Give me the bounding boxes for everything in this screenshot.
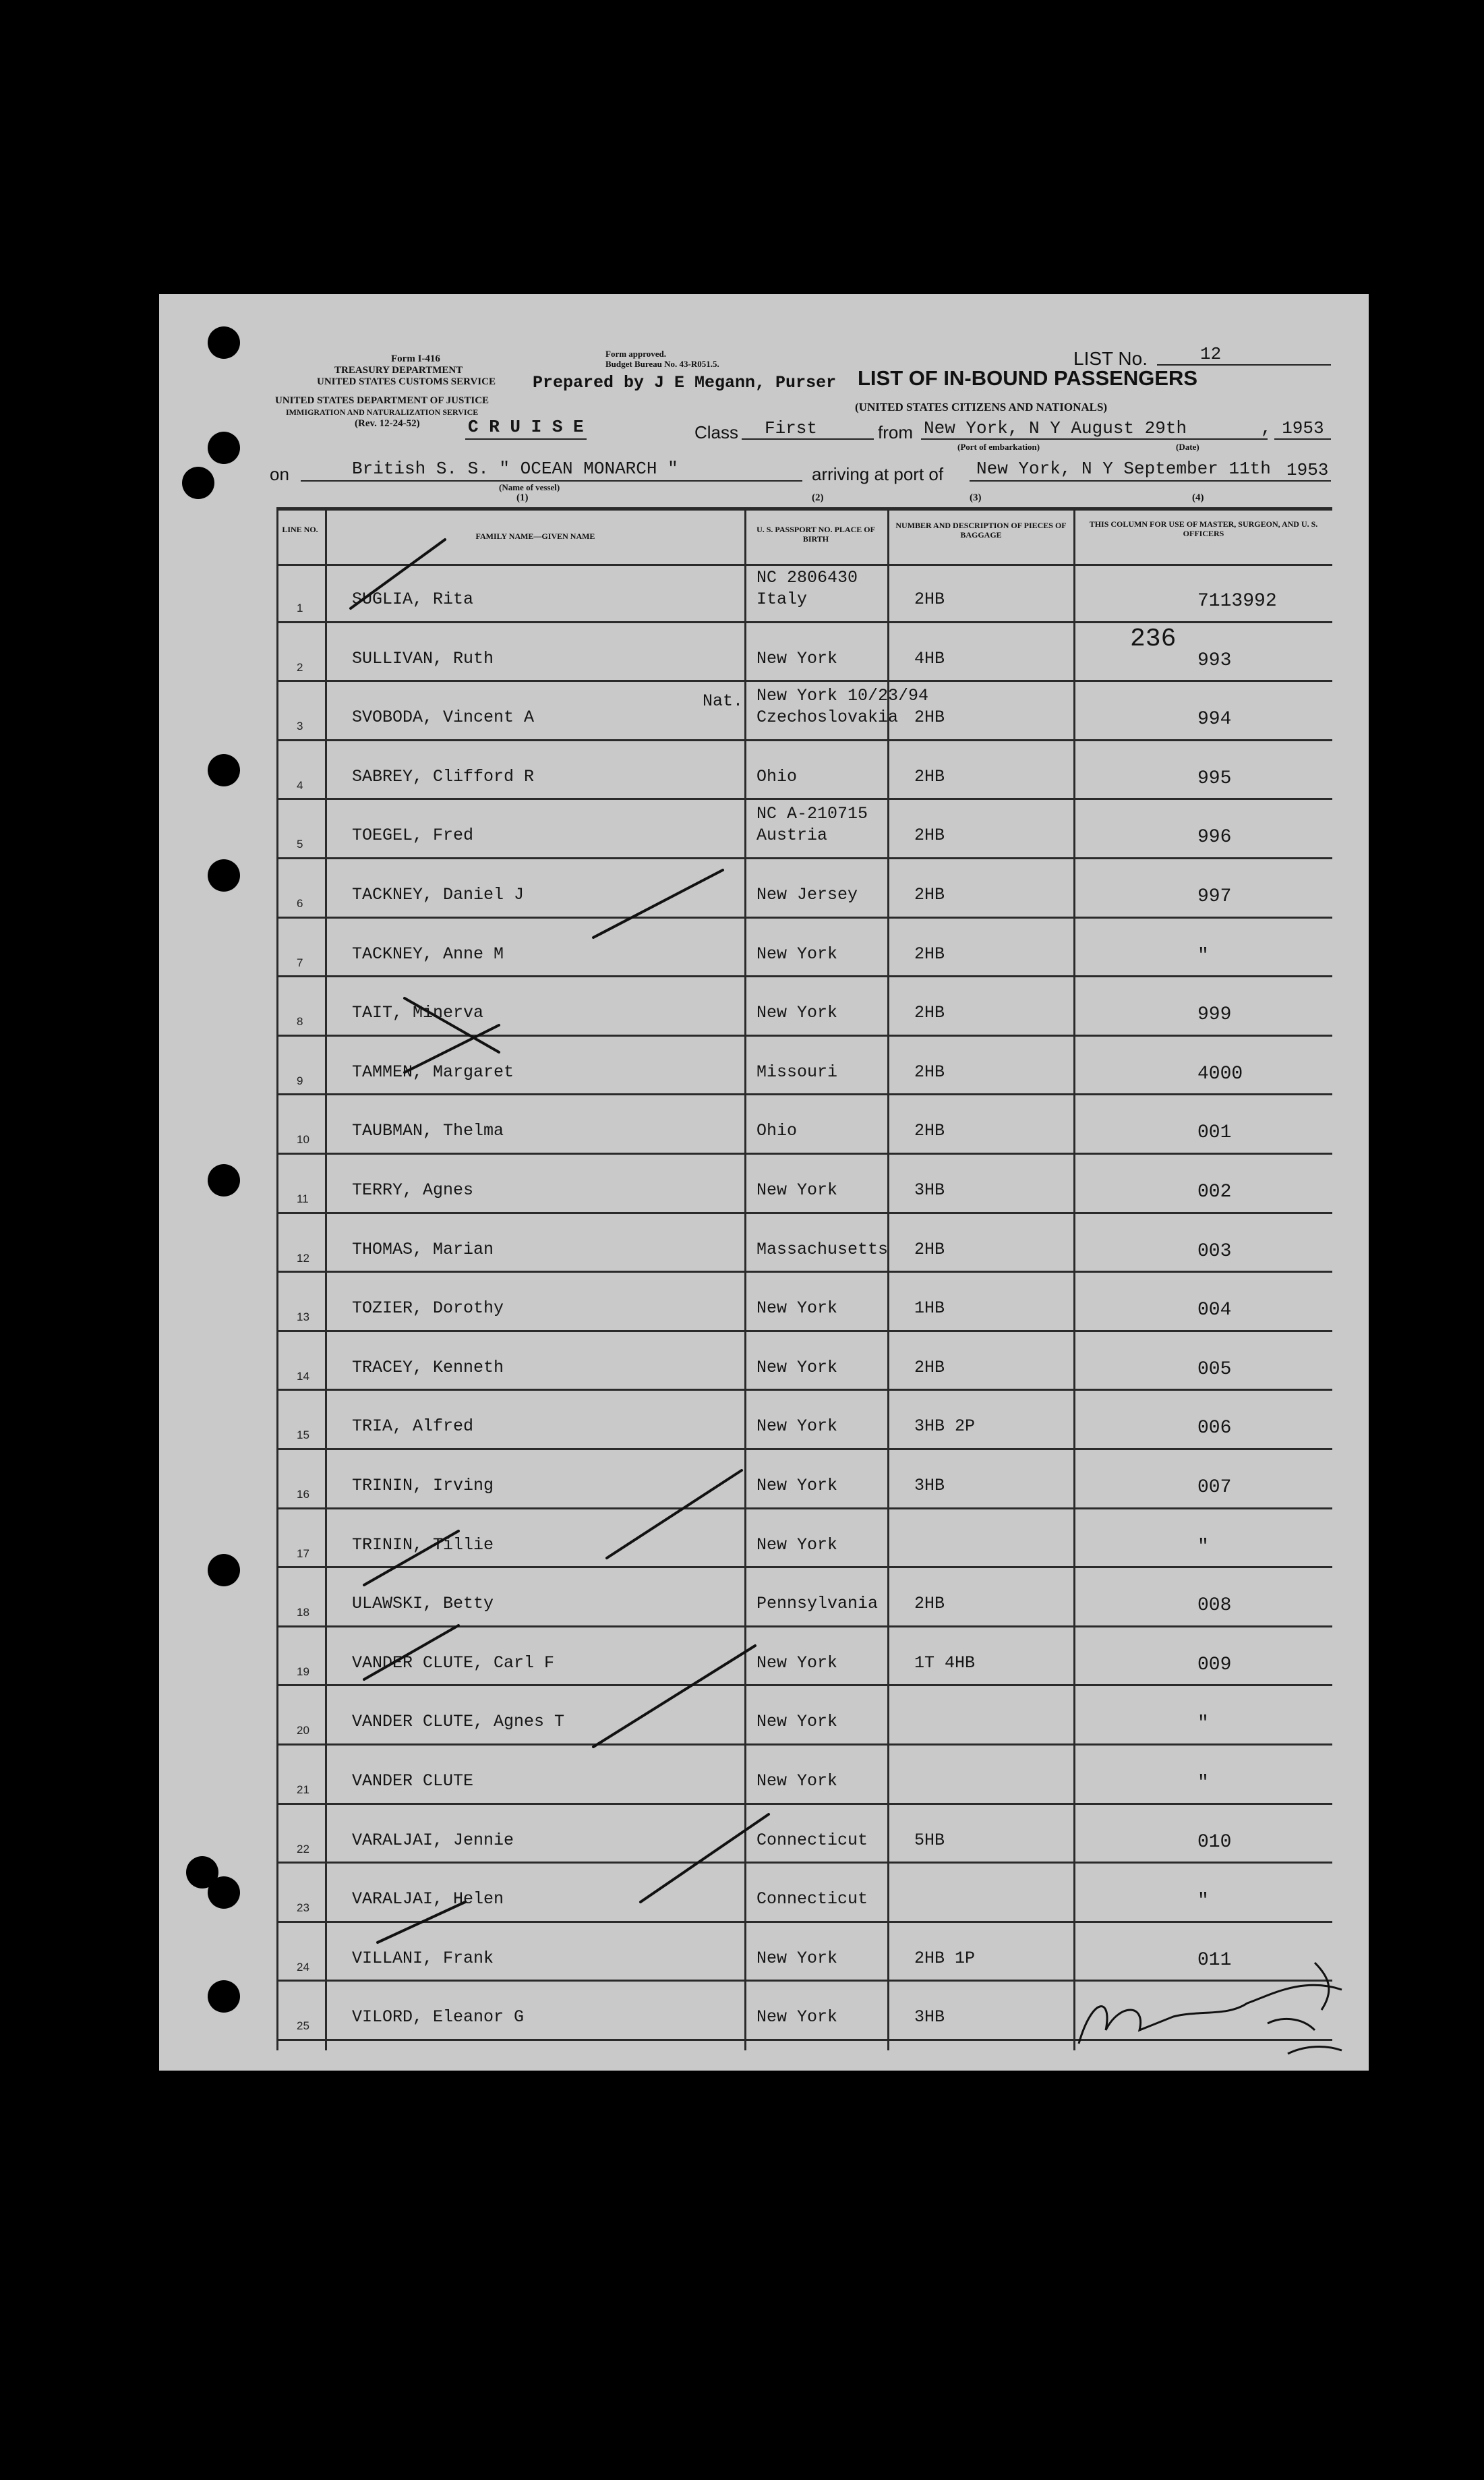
passenger-name: TERRY, Agnes: [352, 1180, 474, 1200]
place-of-birth: Ohio: [756, 1121, 798, 1141]
baggage: 2HB: [914, 944, 945, 964]
passenger-name: TACKNEY, Anne M: [352, 944, 504, 964]
passenger-name: SULLIVAN, Ruth: [352, 648, 494, 668]
header-passport: U. S. PASSPORT NO. PLACE OF BIRTH: [756, 525, 875, 544]
passenger-name: SABREY, Clifford R: [352, 766, 535, 786]
officer-number: 004: [1197, 1300, 1232, 1321]
line-number: 5: [297, 838, 303, 851]
treasury-dept: TREASURY DEPARTMENT: [334, 365, 463, 376]
baggage: 5HB: [914, 1830, 945, 1850]
place-of-birth: New York: [756, 1948, 838, 1968]
officer-number: 002: [1197, 1182, 1232, 1203]
officer-number: 994: [1197, 709, 1232, 730]
line-number: 12: [297, 1251, 309, 1265]
col-num-4: (4): [1192, 492, 1204, 503]
officer-number: 006: [1197, 1418, 1232, 1439]
baggage: 1HB: [914, 1298, 945, 1319]
baggage: 2HB: [914, 708, 945, 728]
form-subtitle: (UNITED STATES CITIZENS AND NATIONALS): [855, 401, 1108, 413]
line-number: 7: [297, 956, 303, 969]
passenger-name: TRININ, Irving: [352, 1476, 494, 1495]
place-of-birth: Pennsylvania: [756, 1594, 879, 1614]
baggage: 2HB: [914, 1062, 945, 1082]
arriving-label: arriving at port of: [812, 464, 944, 484]
on-label: on: [270, 464, 289, 484]
baggage: 3HB: [914, 1180, 945, 1200]
place-of-birth: Connecticut: [756, 1889, 868, 1909]
line-number: 15: [297, 1429, 309, 1442]
passenger-name: TRACEY, Kenneth: [352, 1357, 504, 1377]
place-of-birth: New York: [756, 1652, 838, 1673]
passenger-name: THOMAS, Marian: [352, 1239, 494, 1259]
place-of-birth: New York: [756, 1771, 838, 1791]
line-number: 2: [297, 660, 303, 674]
line-number: 24: [297, 1960, 309, 1973]
form-approved: Form approved.: [605, 349, 667, 359]
line-number: 13: [297, 1310, 309, 1324]
line-number: 14: [297, 1369, 309, 1383]
officer-number: 999: [1197, 1004, 1232, 1026]
budget-bureau: Budget Bureau No. 43-R051.5.: [605, 359, 719, 369]
baggage: 2HB: [914, 826, 945, 846]
passenger-name: TAUBMAN, Thelma: [352, 1121, 504, 1141]
place-of-birth: New York: [756, 1003, 838, 1023]
place-of-birth: Czechoslovakia: [756, 708, 899, 728]
arrival-port: New York, N Y September 11th: [976, 459, 1271, 479]
passport-number: NC A-210715: [756, 804, 868, 824]
passenger-name: TRININ, Tillie: [352, 1534, 494, 1555]
officer-number: 996: [1197, 827, 1232, 848]
line-number: 17: [297, 1547, 309, 1560]
naturalized-note: Nat.: [703, 691, 744, 712]
officer-number: ": [1197, 1536, 1209, 1557]
place-of-birth: New York: [756, 1298, 838, 1319]
revision: (Rev. 12-24-52): [355, 418, 420, 429]
place-of-birth: New York: [756, 1476, 838, 1495]
officer-number: 993: [1197, 650, 1232, 671]
passenger-name: VILORD, Eleanor G: [352, 2007, 525, 2027]
line-number: 18: [297, 1606, 309, 1619]
line-number: 20: [297, 1724, 309, 1737]
passenger-name: TAMMEN, Margaret: [352, 1062, 514, 1082]
line-number: 16: [297, 1488, 309, 1501]
embarkation: New York, N Y August 29th: [924, 418, 1187, 438]
header-name: FAMILY NAME—GIVEN NAME: [475, 531, 595, 541]
line-number: 10: [297, 1133, 309, 1147]
line-number: 1: [297, 602, 303, 614]
baggage: 2HB: [914, 766, 945, 786]
place-of-birth: New York: [756, 648, 838, 668]
officer-number: 007: [1197, 1477, 1232, 1498]
officer-number: 009: [1197, 1654, 1232, 1675]
officer-number: ": [1197, 1713, 1209, 1735]
header-line-no: LINE NO.: [282, 525, 318, 534]
place-of-birth: Connecticut: [756, 1830, 868, 1850]
place-of-birth: New York: [756, 1180, 838, 1200]
baggage: 2HB: [914, 1003, 945, 1023]
prepared-by: Prepared by J E Megann, Purser: [533, 373, 837, 393]
header-baggage: NUMBER AND DESCRIPTION OF PIECES OF BAGGAGE: [895, 521, 1067, 540]
year-1: , 1953: [1261, 418, 1324, 438]
officer-number: 997: [1197, 886, 1232, 907]
baggage: 2HB 1P: [914, 1948, 976, 1968]
place-of-birth: Austria: [756, 826, 828, 846]
officer-number: 995: [1197, 768, 1232, 789]
col-num-3: (3): [970, 492, 982, 503]
officer-number: 4000: [1197, 1063, 1243, 1085]
officer-number: ": [1197, 945, 1209, 967]
passenger-name: TOZIER, Dorothy: [352, 1298, 504, 1319]
year-2: 1953: [1286, 460, 1329, 480]
vessel-note: (Name of vessel): [499, 482, 560, 492]
officer-number: 001: [1197, 1122, 1232, 1144]
baggage: 1T 4HB: [914, 1652, 976, 1673]
baggage: 2HB: [914, 589, 945, 609]
line-number: 3: [297, 720, 303, 733]
baggage: 3HB 2P: [914, 1416, 976, 1437]
port-embarkation-note: (Port of embarkation): [957, 442, 1040, 452]
officer-number: 003: [1197, 1240, 1232, 1262]
baggage: 2HB: [914, 1121, 945, 1141]
line-number: 8: [297, 1015, 303, 1029]
baggage: 2HB: [914, 1594, 945, 1614]
place-of-birth: New York: [756, 1416, 838, 1437]
line-number: 22: [297, 1842, 309, 1855]
line-number: 25: [297, 2019, 309, 2033]
list-no-label: LIST No.: [1073, 348, 1148, 369]
baggage: 2HB: [914, 1357, 945, 1377]
passenger-name: VARALJAI, Helen: [352, 1889, 504, 1909]
from-label: from: [878, 422, 913, 442]
form-number: Form I-416: [391, 353, 440, 364]
officer-number: 7113992: [1197, 591, 1277, 612]
passport-number: NC 2806430: [756, 568, 858, 587]
place-of-birth: New Jersey: [756, 885, 858, 904]
line-number: 9: [297, 1074, 303, 1087]
place-of-birth: New York: [756, 2007, 838, 2027]
place-of-birth: New York: [756, 944, 838, 964]
line-number: 6: [297, 897, 303, 910]
passport-number: New York 10/23/94: [756, 686, 929, 706]
baggage: 4HB: [914, 648, 945, 668]
baggage: 3HB: [914, 2007, 945, 2027]
passenger-name: TACKNEY, Daniel J: [352, 885, 525, 904]
officer-number: 008: [1197, 1595, 1232, 1617]
col-num-2: (2): [812, 492, 824, 503]
place-of-birth: Italy: [756, 589, 808, 609]
baggage: 3HB: [914, 1476, 945, 1495]
place-of-birth: New York: [756, 1357, 838, 1377]
line-number: 4: [297, 778, 303, 792]
passenger-name: ULAWSKI, Betty: [352, 1594, 494, 1614]
class-label: Class: [694, 422, 739, 442]
place-of-birth: Missouri: [756, 1062, 838, 1082]
place-of-birth: New York: [756, 1534, 838, 1555]
passenger-name: SVOBODA, Vincent A: [352, 708, 535, 728]
officer-number: 005: [1197, 1358, 1232, 1380]
stamp-number: 236: [1130, 625, 1177, 654]
cruise-label: C R U I S E: [468, 417, 584, 437]
baggage: 2HB: [914, 1239, 945, 1259]
place-of-birth: New York: [756, 1712, 838, 1732]
line-number: 19: [297, 1665, 309, 1678]
vessel-name: British S. S. " OCEAN MONARCH ": [352, 459, 678, 479]
justice-dept: UNITED STATES DEPARTMENT OF JUSTICE: [275, 395, 489, 406]
passenger-name: TAIT, Minerva: [352, 1003, 484, 1023]
passenger-name: SUGLIA, Rita: [352, 589, 474, 609]
place-of-birth: Ohio: [756, 766, 798, 786]
officer-number: ": [1197, 1772, 1209, 1793]
customs-service: UNITED STATES CUSTOMS SERVICE: [317, 376, 496, 387]
passenger-name: VARALJAI, Jennie: [352, 1830, 514, 1850]
passenger-name: VANDER CLUTE: [352, 1771, 474, 1791]
baggage: 2HB: [914, 885, 945, 904]
date-note: (Date): [1176, 442, 1199, 452]
passenger-name: TRIA, Alfred: [352, 1416, 474, 1437]
officer-number: 010: [1197, 1831, 1232, 1853]
line-number: 21: [297, 1783, 309, 1796]
passenger-name: TOEGEL, Fred: [352, 826, 474, 846]
list-no-value: 12: [1200, 344, 1222, 364]
ins-service: IMMIGRATION AND NATURALIZATION SERVICE: [286, 407, 479, 417]
col-num-1: (1): [516, 492, 529, 503]
line-number: 11: [297, 1192, 309, 1205]
officer-number: ": [1197, 1891, 1209, 1912]
place-of-birth: Massachusetts: [756, 1239, 889, 1259]
header-officers: THIS COLUMN FOR USE OF MASTER, SURGEON, AND U. S. OFFICERS: [1089, 519, 1318, 538]
line-number: 23: [297, 1901, 309, 1915]
passenger-name: VANDER CLUTE, Agnes T: [352, 1712, 565, 1732]
class-value: First: [765, 418, 818, 438]
passenger-name: VILLANI, Frank: [352, 1948, 494, 1968]
passenger-name: VANDER CLUTE, Carl F: [352, 1652, 555, 1673]
officer-number: 011: [1197, 1949, 1232, 1971]
form-title: LIST OF IN-BOUND PASSENGERS: [858, 366, 1198, 390]
